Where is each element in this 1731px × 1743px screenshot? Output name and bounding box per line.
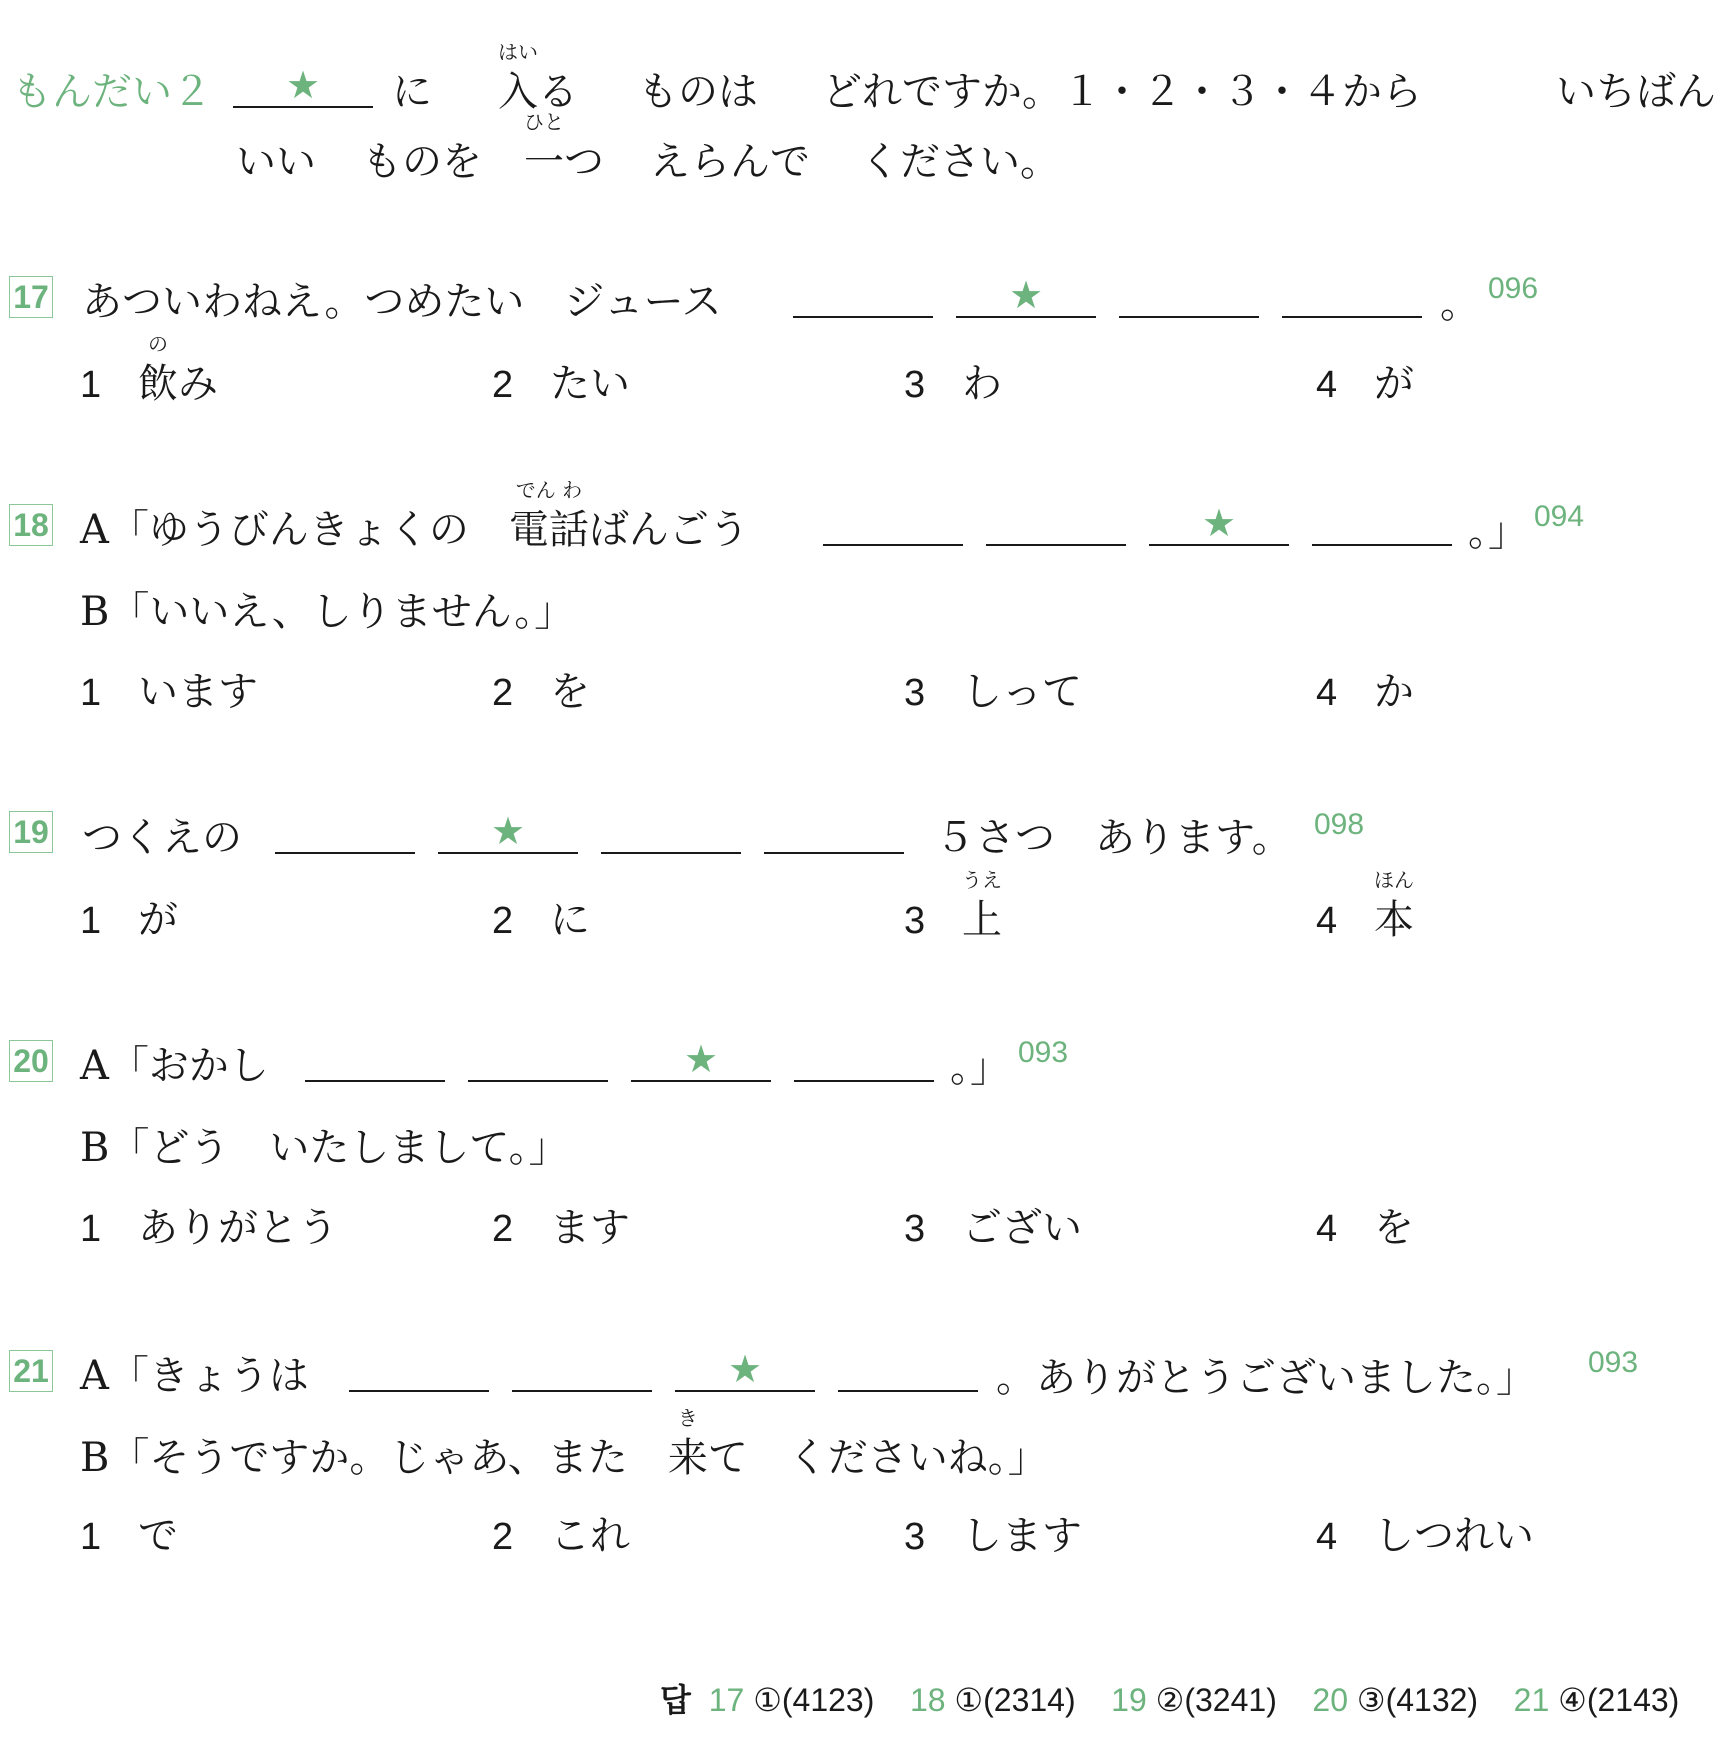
question-18-line-a xyxy=(80,478,749,555)
option-text: が xyxy=(1374,361,1414,407)
ruby-denwa: でん わ xyxy=(515,478,583,502)
question-19-code: 098 xyxy=(1314,808,1365,841)
blank-18-2[interactable] xyxy=(986,544,1126,546)
option-number: 2 xyxy=(492,364,514,406)
option-17-4[interactable] xyxy=(1316,352,1414,409)
option-21-2[interactable] xyxy=(492,1504,630,1561)
option-number: 4 xyxy=(1316,1208,1338,1250)
question-number-18: 18 xyxy=(9,504,53,546)
kanji-hito: 一 xyxy=(524,139,564,185)
question-19-text: つくえの xyxy=(82,815,242,861)
header-ii: いい xyxy=(236,139,316,185)
question-20-reply: 「どう いたしまして。」 xyxy=(109,1125,569,1171)
kanji-nomi: 飲 xyxy=(138,361,178,407)
answer-num: 19 xyxy=(1111,1682,1147,1718)
option-text: します xyxy=(962,1513,1082,1559)
blank-18-1[interactable] xyxy=(823,544,963,546)
option-text: ます xyxy=(550,1205,630,1251)
blank-20-3[interactable] xyxy=(631,1037,771,1082)
ruby-ue: うえ xyxy=(962,868,1002,892)
blank-18-3[interactable] xyxy=(1149,501,1289,546)
answer-val: ①(2314) xyxy=(954,1682,1076,1718)
ruby-hai: はい xyxy=(498,40,538,64)
option-17-3[interactable] xyxy=(904,352,1002,409)
header-monowo: ものを xyxy=(362,139,482,185)
option-number: 1 xyxy=(80,900,102,942)
speaker-b: B xyxy=(80,589,110,635)
option-number: 4 xyxy=(1316,1516,1338,1558)
option-19-3[interactable] xyxy=(904,868,1002,945)
option-18-3[interactable] xyxy=(904,660,1082,717)
question-17-tail: 。 xyxy=(1440,281,1480,327)
option-number: 1 xyxy=(80,1516,102,1558)
option-text: か xyxy=(1374,669,1414,715)
speaker-b: B xyxy=(80,1435,110,1481)
option-text: たい xyxy=(550,361,630,407)
ruby-hon: ほん xyxy=(1374,868,1414,892)
blank-21-1[interactable] xyxy=(349,1390,489,1392)
answer-num: 21 xyxy=(1513,1682,1550,1718)
option-number: 4 xyxy=(1316,672,1338,714)
option-number: 4 xyxy=(1316,364,1338,406)
header-star-blank xyxy=(233,63,373,108)
answer-val: ②(3241) xyxy=(1155,1682,1277,1718)
question-18-code: 094 xyxy=(1534,500,1585,533)
question-19-tail: ５さつ あります。 xyxy=(935,815,1292,861)
question-20-line-a xyxy=(80,1034,269,1091)
question-18-text-pre: 「ゆうびんきょくの xyxy=(108,507,469,553)
question-18-text-post: ばんごう xyxy=(588,507,749,553)
header-tsu: つ xyxy=(564,139,604,185)
blank-19-3[interactable] xyxy=(601,852,741,854)
option-20-2[interactable] xyxy=(492,1196,630,1253)
option-17-2[interactable] xyxy=(492,352,630,409)
answer-num: 17 xyxy=(708,1682,745,1718)
ruby-hito: ひと xyxy=(524,110,564,134)
question-number-19: 19 xyxy=(9,811,53,853)
answer-key xyxy=(660,1675,1679,1721)
option-19-2[interactable] xyxy=(492,888,590,945)
option-text: しつれい xyxy=(1374,1513,1534,1559)
blank-20-2[interactable] xyxy=(468,1080,608,1082)
option-20-4[interactable] xyxy=(1316,1196,1414,1253)
option-21-4[interactable] xyxy=(1316,1504,1534,1561)
option-18-1[interactable] xyxy=(80,660,258,717)
blank-17-3[interactable] xyxy=(1119,316,1259,318)
option-text: しって xyxy=(962,669,1082,715)
header-doredesuka: どれですか。１・２・３・４から xyxy=(822,69,1422,115)
header-ru: る xyxy=(538,69,578,115)
question-21-code: 093 xyxy=(1588,1346,1639,1379)
option-text: います xyxy=(138,669,258,715)
option-number: 1 xyxy=(80,672,102,714)
question-21-line-a xyxy=(80,1344,309,1401)
question-21-tail: 。ありがとうございました。」 xyxy=(996,1355,1536,1401)
option-number: 1 xyxy=(80,364,102,406)
question-number-21: 21 xyxy=(9,1350,53,1392)
option-21-1[interactable] xyxy=(80,1504,178,1561)
header-monowa: ものは xyxy=(638,69,758,115)
question-21-line-b xyxy=(80,1406,1048,1483)
question-20-code: 093 xyxy=(1018,1036,1069,1069)
blank-17-1[interactable] xyxy=(793,316,933,318)
option-number: 2 xyxy=(492,1516,514,1558)
option-20-3[interactable] xyxy=(904,1196,1082,1253)
question-20-tail: 。」 xyxy=(950,1045,1010,1091)
question-20-text: 「おかし xyxy=(108,1043,269,1089)
blank-19-1[interactable] xyxy=(275,852,415,854)
ruby-no: の xyxy=(148,332,168,356)
answer-val: ④(2143) xyxy=(1558,1682,1680,1718)
header-kudasai: ください。 xyxy=(860,139,1060,185)
option-number: 2 xyxy=(492,672,514,714)
question-number-20: 20 xyxy=(9,1040,53,1082)
blank-20-1[interactable] xyxy=(305,1080,445,1082)
option-text: に xyxy=(550,897,590,943)
kanji-ki: 来 xyxy=(667,1435,708,1481)
option-number: 1 xyxy=(80,1208,102,1250)
section-label: もんだい２ xyxy=(12,69,212,115)
blank-19-4[interactable] xyxy=(764,852,904,854)
question-17-text: あついわねえ。つめたい ジュース xyxy=(82,279,722,325)
question-21-reply-post: て くださいね。」 xyxy=(707,1435,1048,1481)
option-text: が xyxy=(138,897,178,943)
option-number: 2 xyxy=(492,900,514,942)
option-text: これ xyxy=(550,1513,630,1559)
question-21-reply-pre: 「そうですか。じゃあ、また xyxy=(109,1435,628,1481)
blank-21-3[interactable] xyxy=(675,1347,815,1392)
option-19-4[interactable] xyxy=(1316,868,1414,945)
option-21-3[interactable] xyxy=(904,1504,1082,1561)
option-18-4[interactable] xyxy=(1316,660,1414,717)
star-icon: ★ xyxy=(285,63,321,107)
option-number: 3 xyxy=(904,1208,926,1250)
blank-21-2[interactable] xyxy=(512,1390,652,1392)
speaker-a: A xyxy=(80,1353,109,1399)
kanji-hai: 入 xyxy=(498,69,538,115)
star-icon: ★ xyxy=(1008,273,1044,317)
option-text: ござい xyxy=(962,1205,1082,1251)
question-18-line-b xyxy=(80,580,574,637)
option-text: ありがとう xyxy=(138,1205,338,1251)
option-number: 3 xyxy=(904,672,926,714)
header-erande: えらんで xyxy=(650,139,810,185)
option-text: を xyxy=(550,669,590,715)
speaker-a: A xyxy=(80,507,109,553)
question-17-code: 096 xyxy=(1488,272,1539,305)
answer-label: 답 xyxy=(660,1682,691,1718)
blank-21-4[interactable] xyxy=(838,1390,978,1392)
option-number: 4 xyxy=(1316,900,1338,942)
option-text: を xyxy=(1374,1205,1414,1251)
answer-val: ③(4132) xyxy=(1356,1682,1479,1718)
star-icon: ★ xyxy=(683,1037,719,1081)
star-icon: ★ xyxy=(727,1347,763,1391)
option-text: み xyxy=(178,361,218,407)
option-19-1[interactable] xyxy=(80,888,178,945)
star-icon: ★ xyxy=(490,809,526,853)
header-text-ni: に xyxy=(392,69,432,115)
star-icon: ★ xyxy=(1201,501,1237,545)
speaker-b: B xyxy=(80,1125,110,1171)
option-number: 3 xyxy=(904,900,926,942)
option-18-2[interactable] xyxy=(492,660,590,717)
option-text: で xyxy=(138,1513,178,1559)
option-text: わ xyxy=(962,361,1002,407)
question-20-line-b xyxy=(80,1116,569,1173)
option-number: 3 xyxy=(904,364,926,406)
option-20-1[interactable] xyxy=(80,1196,338,1253)
blank-17-4[interactable] xyxy=(1282,316,1422,318)
kanji-hon: 本 xyxy=(1374,897,1414,943)
kanji-ue: 上 xyxy=(962,897,1002,943)
question-21-text: 「きょうは xyxy=(108,1353,309,1399)
header-ichiban: いちばん xyxy=(1556,69,1716,115)
blank-17-2[interactable] xyxy=(956,273,1096,318)
blank-20-4[interactable] xyxy=(794,1080,934,1082)
question-number-17: 17 xyxy=(9,276,53,318)
blank-19-2[interactable] xyxy=(438,809,578,854)
question-18-tail: 。」 xyxy=(1468,509,1528,555)
answer-num: 20 xyxy=(1312,1682,1348,1718)
blank-18-4[interactable] xyxy=(1312,544,1452,546)
ruby-ki: き xyxy=(677,1406,698,1430)
option-number: 2 xyxy=(492,1208,514,1250)
option-17-1[interactable] xyxy=(80,332,218,409)
header-hitotsu xyxy=(524,110,604,187)
speaker-a: A xyxy=(80,1043,109,1089)
option-number: 3 xyxy=(904,1516,926,1558)
answer-val: ①(4123) xyxy=(753,1682,875,1718)
question-18-reply: 「いいえ、しりません。」 xyxy=(109,589,575,635)
kanji-denwa: 電話 xyxy=(508,507,589,553)
answer-num: 18 xyxy=(909,1682,946,1718)
